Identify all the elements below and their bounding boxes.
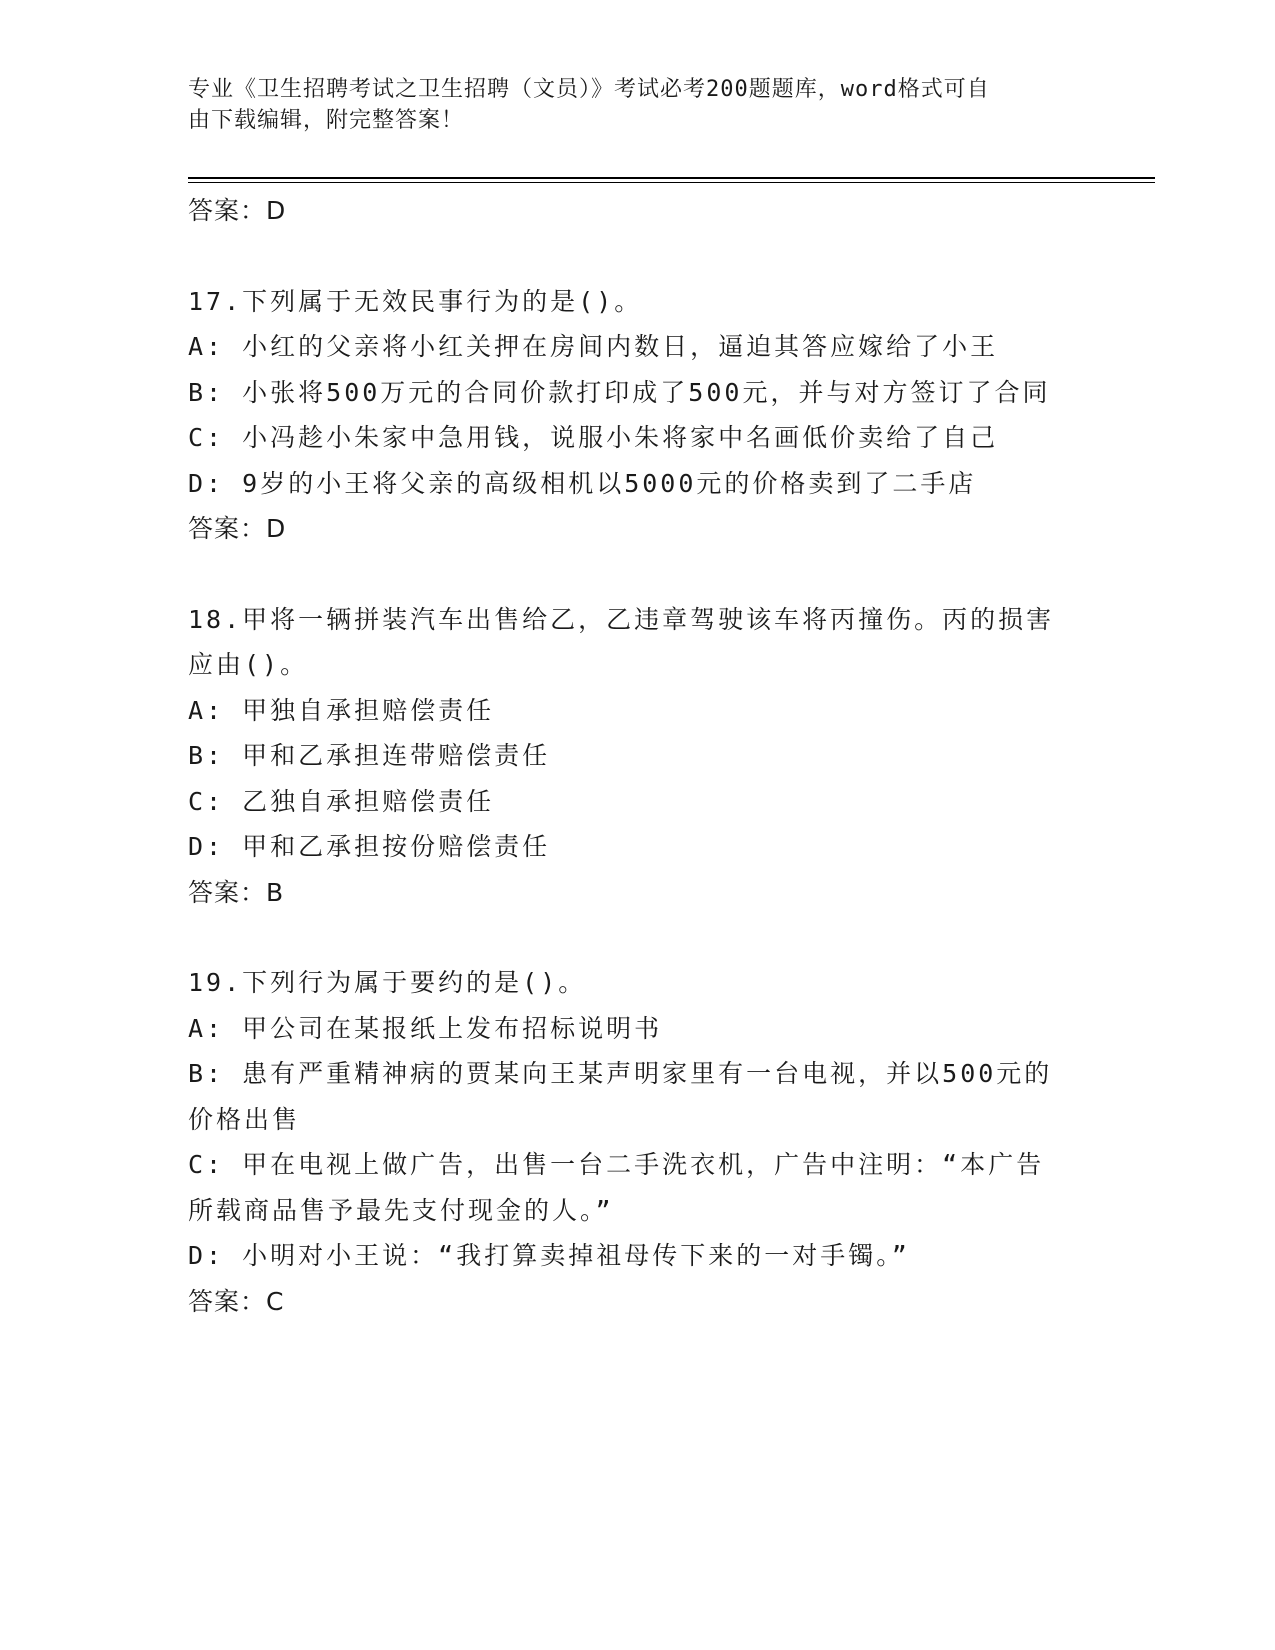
header-line-1: 专业《卫生招聘考试之卫生招聘（文员）》考试必考200题题库，word格式可自 (188, 77, 990, 102)
answer: 答案：C (188, 1286, 285, 1316)
header-line-2: 由下载编辑，附完整答案！ (188, 108, 465, 133)
option-b: B: 小张将500万元的合同价款打印成了500元，并与对方签订了合同 (188, 377, 1051, 407)
option-c: C: 小冯趁小朱家中急用钱，说服小朱将家中名画低价卖给了自己 (188, 423, 999, 452)
document-header (188, 74, 1068, 136)
option-d: D: 小明对小王说：“我打算卖掉祖母传下来的一对手镯。” (188, 1241, 910, 1270)
question-stem-cont: 应由()。 (188, 650, 309, 679)
option-a: A: 甲公司在某报纸上发布招标说明书 (188, 1013, 663, 1043)
option-c-cont: 所载商品售予最先支付现金的人。” (188, 1195, 614, 1225)
header-rule-thick (188, 177, 1155, 179)
answer: 答案：B (188, 877, 285, 907)
option-c: C: 乙独自承担赔偿责任 (188, 786, 495, 816)
question-18 (188, 597, 1088, 916)
question-19 (188, 960, 1088, 1324)
option-b-cont: 价格出售 (188, 1104, 301, 1134)
document-body (188, 188, 1088, 1324)
option-d: D: 甲和乙承担按份赔偿责任 (188, 832, 551, 861)
option-c: C: 甲在电视上做广告，出售一台二手洗衣机，广告中注明：“本广告 (188, 1150, 1045, 1179)
question-stem: 18.甲将一辆拼装汽车出售给乙，乙违章驾驶该车将丙撞伤。丙的损害 (188, 604, 1055, 634)
question-stem: 19.下列行为属于要约的是()。 (188, 968, 587, 997)
question-stem: 17.下列属于无效民事行为的是()。 (188, 286, 643, 316)
option-b: B: 甲和乙承担连带赔偿责任 (188, 741, 551, 770)
option-b: B: 患有严重精神病的贾某向王某声明家里有一台电视，并以500元的 (188, 1059, 1053, 1088)
previous-answer: 答案：D (188, 196, 287, 225)
header-rule-thin (188, 182, 1155, 183)
option-a: A: 小红的父亲将小红关押在房间内数日，逼迫其答应嫁给了小王 (188, 332, 999, 361)
option-d: D: 9岁的小王将父亲的高级相机以5000元的价格卖到了二手店 (188, 468, 977, 498)
option-a: A: 甲独自承担赔偿责任 (188, 695, 495, 725)
question-17 (188, 279, 1088, 552)
answer: 答案：D (188, 514, 287, 543)
